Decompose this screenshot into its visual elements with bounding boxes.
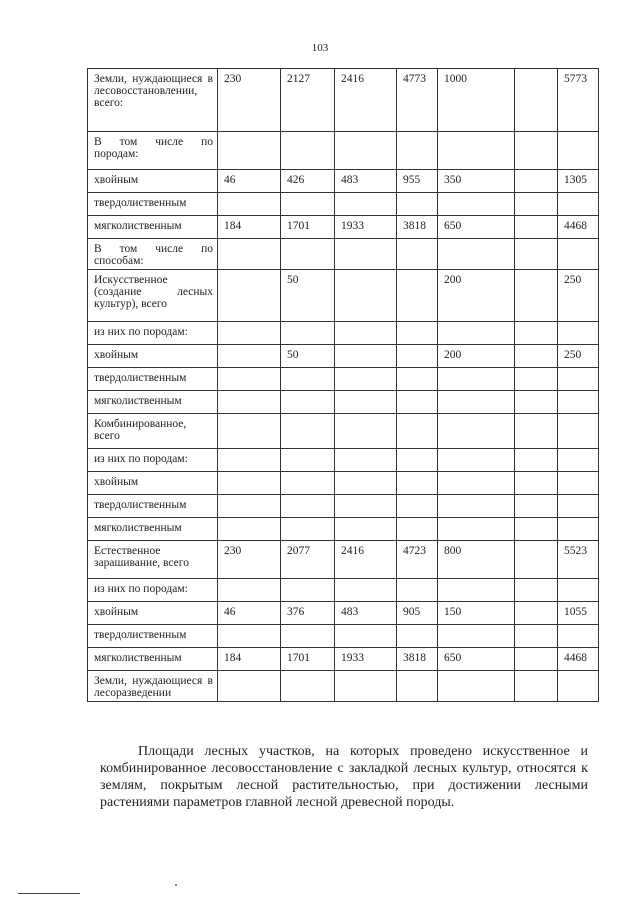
- table-cell: [281, 671, 335, 702]
- table-cell: 2416: [335, 541, 397, 579]
- row-label: Комбинированное, всего: [88, 414, 218, 449]
- table-cell: [438, 671, 515, 702]
- table-cell: [218, 132, 281, 170]
- footnote-separator: [18, 893, 80, 894]
- table-cell: [335, 579, 397, 602]
- table-cell: [397, 472, 438, 495]
- table-cell: [218, 472, 281, 495]
- row-label: хвойным: [88, 472, 218, 495]
- table-cell: [438, 518, 515, 541]
- table-cell: 4773: [397, 69, 438, 132]
- table-cell: [281, 518, 335, 541]
- table-row: [88, 625, 599, 648]
- table-cell: 2416: [335, 69, 397, 132]
- table-cell: 905: [397, 602, 438, 625]
- row-label: из них по породам:: [88, 449, 218, 472]
- table-cell: [335, 322, 397, 345]
- table-cell: 3818: [397, 648, 438, 671]
- table-row: [88, 391, 599, 414]
- table-cell: [335, 270, 397, 322]
- table-cell: [515, 414, 558, 449]
- table-cell: 2077: [281, 541, 335, 579]
- table-cell: [515, 322, 558, 345]
- table-cell: [397, 449, 438, 472]
- table-cell: [218, 671, 281, 702]
- table-cell: 1055: [558, 602, 599, 625]
- table-cell: 1933: [335, 216, 397, 239]
- row-label: твердолиственным: [88, 495, 218, 518]
- table-cell: [438, 239, 515, 270]
- table-cell: [218, 449, 281, 472]
- table-row: [88, 193, 599, 216]
- table-cell: [281, 472, 335, 495]
- table-cell: [438, 368, 515, 391]
- table-cell: [515, 625, 558, 648]
- table-cell: [281, 368, 335, 391]
- table-cell: [281, 579, 335, 602]
- table-cell: [558, 625, 599, 648]
- table-cell: [558, 671, 599, 702]
- stray-dot: [175, 884, 177, 886]
- table-row: [88, 541, 599, 579]
- row-label: Искусственное (создание лесных культур), всего: [88, 270, 218, 322]
- table-cell: [515, 69, 558, 132]
- table-cell: [515, 270, 558, 322]
- table-cell: 1305: [558, 170, 599, 193]
- table-cell: [515, 368, 558, 391]
- table-cell: [438, 495, 515, 518]
- table-cell: [281, 193, 335, 216]
- table-cell: [335, 239, 397, 270]
- table-cell: [515, 472, 558, 495]
- table-cell: [281, 495, 335, 518]
- table-cell: 483: [335, 170, 397, 193]
- table-cell: [515, 132, 558, 170]
- table-row: [88, 472, 599, 495]
- table-cell: 2127: [281, 69, 335, 132]
- table-cell: [281, 625, 335, 648]
- page-number: 103: [311, 42, 329, 54]
- table-row: [88, 368, 599, 391]
- row-label: мягколиственным: [88, 648, 218, 671]
- table-cell: 426: [281, 170, 335, 193]
- table-cell: [558, 322, 599, 345]
- table-cell: [558, 368, 599, 391]
- table-row: [88, 648, 599, 671]
- table-row: [88, 170, 599, 193]
- table-cell: 230: [218, 541, 281, 579]
- table-cell: [218, 368, 281, 391]
- table-cell: [558, 579, 599, 602]
- table-row: [88, 239, 599, 270]
- table-cell: [558, 449, 599, 472]
- table-cell: [515, 671, 558, 702]
- table-row: [88, 414, 599, 449]
- table-cell: [515, 518, 558, 541]
- row-label: В том числе по способам:: [88, 239, 218, 270]
- table-cell: [397, 193, 438, 216]
- table-cell: [515, 579, 558, 602]
- table-row: [88, 602, 599, 625]
- table-cell: 200: [438, 270, 515, 322]
- table-cell: [558, 391, 599, 414]
- row-label: Естественное зарашивание, всего: [88, 541, 218, 579]
- table-cell: 50: [281, 345, 335, 368]
- table-cell: 250: [558, 345, 599, 368]
- table-cell: 250: [558, 270, 599, 322]
- table-cell: [397, 495, 438, 518]
- table-cell: [218, 391, 281, 414]
- table-cell: 184: [218, 648, 281, 671]
- table-cell: [335, 449, 397, 472]
- table-cell: 1701: [281, 648, 335, 671]
- table-row: [88, 322, 599, 345]
- table-cell: [515, 216, 558, 239]
- table-cell: [438, 579, 515, 602]
- row-label: твердолиственным: [88, 625, 218, 648]
- table-cell: [438, 414, 515, 449]
- table-cell: [397, 391, 438, 414]
- table-cell: [335, 414, 397, 449]
- table-cell: 5523: [558, 541, 599, 579]
- row-label: из них по породам:: [88, 322, 218, 345]
- table-row: [88, 495, 599, 518]
- table-cell: [558, 472, 599, 495]
- row-label: Земли, нуждающиеся в лесовосстановлении, всего:: [88, 69, 218, 132]
- table-cell: [218, 322, 281, 345]
- table-cell: [558, 495, 599, 518]
- table-cell: [515, 602, 558, 625]
- table-cell: 200: [438, 345, 515, 368]
- table-row: [88, 449, 599, 472]
- row-label: мягколиственным: [88, 518, 218, 541]
- table-cell: 650: [438, 648, 515, 671]
- forest-restoration-table: [87, 68, 599, 702]
- table-row: [88, 69, 599, 132]
- row-label: хвойным: [88, 345, 218, 368]
- table-cell: 4468: [558, 648, 599, 671]
- table-row: [88, 579, 599, 602]
- table-cell: 230: [218, 69, 281, 132]
- table-row: [88, 345, 599, 368]
- table-cell: [218, 414, 281, 449]
- table-cell: [397, 625, 438, 648]
- table-cell: [515, 495, 558, 518]
- table-cell: [281, 132, 335, 170]
- table-cell: [335, 345, 397, 368]
- table-cell: [438, 132, 515, 170]
- row-label: Земли, нуждающиеся в лесоразведении: [88, 671, 218, 702]
- row-label: мягколиственным: [88, 391, 218, 414]
- table-cell: 3818: [397, 216, 438, 239]
- table-cell: [335, 391, 397, 414]
- table-cell: [397, 414, 438, 449]
- table-cell: [397, 239, 438, 270]
- table-cell: [438, 472, 515, 495]
- table-cell: [281, 239, 335, 270]
- table-cell: [438, 625, 515, 648]
- table-cell: 1933: [335, 648, 397, 671]
- table-cell: 800: [438, 541, 515, 579]
- table-cell: 1000: [438, 69, 515, 132]
- table-cell: [438, 193, 515, 216]
- table-cell: [397, 518, 438, 541]
- table-cell: [397, 579, 438, 602]
- table-cell: 483: [335, 602, 397, 625]
- table-cell: 350: [438, 170, 515, 193]
- table-cell: [281, 391, 335, 414]
- table-cell: 955: [397, 170, 438, 193]
- table-cell: 4723: [397, 541, 438, 579]
- table-row: [88, 270, 599, 322]
- row-label: мягколиственным: [88, 216, 218, 239]
- table-cell: [397, 671, 438, 702]
- table-cell: [438, 449, 515, 472]
- table-cell: [558, 132, 599, 170]
- table-cell: [218, 579, 281, 602]
- table-cell: [438, 322, 515, 345]
- row-label: В том числе по породам:: [88, 132, 218, 170]
- table-cell: [281, 322, 335, 345]
- row-label: хвойным: [88, 602, 218, 625]
- table-cell: 150: [438, 602, 515, 625]
- table-cell: [335, 625, 397, 648]
- row-label: твердолиственным: [88, 368, 218, 391]
- table-cell: [335, 472, 397, 495]
- table-cell: [515, 648, 558, 671]
- table-cell: 46: [218, 170, 281, 193]
- table-cell: [218, 270, 281, 322]
- table-cell: [397, 322, 438, 345]
- table-cell: [218, 193, 281, 216]
- table-row: [88, 216, 599, 239]
- table-cell: [515, 170, 558, 193]
- table-row: [88, 518, 599, 541]
- table-cell: [397, 270, 438, 322]
- table-cell: [515, 541, 558, 579]
- table-cell: [397, 345, 438, 368]
- table-cell: [397, 368, 438, 391]
- table-cell: [218, 495, 281, 518]
- table-cell: 1701: [281, 216, 335, 239]
- table-cell: [558, 518, 599, 541]
- table-cell: [515, 239, 558, 270]
- table-cell: [335, 132, 397, 170]
- body-paragraph: Площади лесных участков, на которых проведено искусственное и комбинированное лесовосстановление с закладкой лесных культур, относятся к землям, покрытым лесной растительностью, при достижении лесными растениями параметров главной лесной древесной породы.: [100, 744, 588, 810]
- table-cell: [335, 368, 397, 391]
- table-cell: [515, 391, 558, 414]
- table-cell: 50: [281, 270, 335, 322]
- table-cell: [335, 495, 397, 518]
- table-cell: [335, 518, 397, 541]
- table-row: [88, 671, 599, 702]
- table-cell: 46: [218, 602, 281, 625]
- table-cell: [438, 391, 515, 414]
- table-cell: [281, 449, 335, 472]
- row-label: из них по породам:: [88, 579, 218, 602]
- table-cell: 650: [438, 216, 515, 239]
- table-cell: [515, 345, 558, 368]
- table-cell: [218, 625, 281, 648]
- table-cell: 5773: [558, 69, 599, 132]
- table-cell: [558, 193, 599, 216]
- table-row: [88, 132, 599, 170]
- table-cell: [335, 671, 397, 702]
- table-cell: 184: [218, 216, 281, 239]
- table-cell: [515, 449, 558, 472]
- table-cell: [397, 132, 438, 170]
- table-cell: [218, 518, 281, 541]
- table-cell: [218, 239, 281, 270]
- table-cell: [281, 414, 335, 449]
- table-cell: [558, 414, 599, 449]
- table-cell: [218, 345, 281, 368]
- table-cell: 4468: [558, 216, 599, 239]
- table-cell: 376: [281, 602, 335, 625]
- table-cell: [558, 239, 599, 270]
- row-label: твердолиственным: [88, 193, 218, 216]
- table-cell: [335, 193, 397, 216]
- row-label: хвойным: [88, 170, 218, 193]
- table-cell: [515, 193, 558, 216]
